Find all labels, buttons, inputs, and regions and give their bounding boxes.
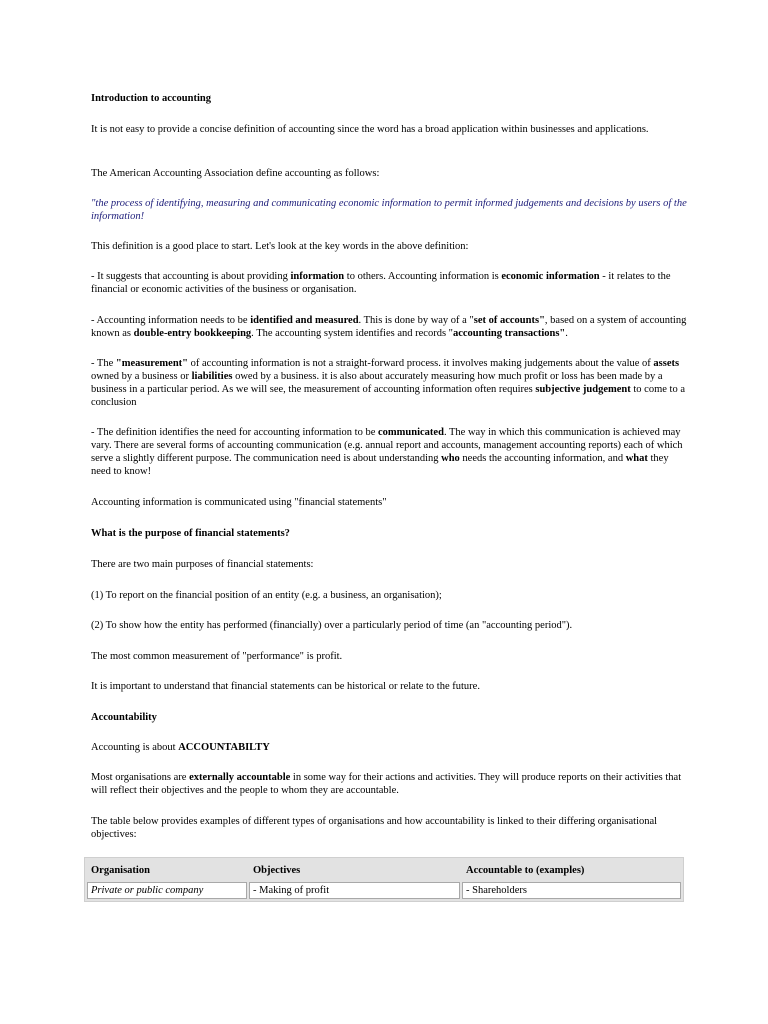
definition-paragraph: This definition is a good place to start. Let's look at the key words in the above definition: [91,241,469,252]
table-cell-accountable-to: - Shareholders [462,882,681,899]
performance-paragraph: The most common measurement of "performance" is profit. [91,651,343,662]
financial-statements-paragraph: Accounting information is communicated using "financial statements" [91,497,387,508]
intro-paragraph: It is not easy to provide a concise definition of accounting since the word has a broad application within businesses and applications. [91,124,649,135]
intro-heading: Introduction to accounting [91,93,211,104]
accountability-heading: Accountability [91,712,157,723]
bullet-identified: - Accounting information needs to be identified and measured. This is done by way of a "set of accounts", based on a system of accounting known as double-entry bookkeeping. The accounting system identifies and records "accounting transactions". [91,315,687,339]
purpose-item-1: (1) To report on the financial position of an entity (e.g. a business, an organisation); [91,590,442,601]
column-header-organisation: Organisation [87,860,247,880]
accountability-paragraph: Accounting is about ACCOUNTABILTY [91,742,270,753]
organisations-table [84,857,684,902]
table-header-row [87,860,681,880]
purpose-heading: What is the purpose of financial statements? [91,528,290,539]
bullet-information: - It suggests that accounting is about providing information to others. Accounting information is economic information - it relates to the financial or economic activities of the business or organisation. [91,271,671,295]
externally-accountable-paragraph: Most organisations are externally accountable in some way for their actions and activities. They will produce reports on their activities that will reflect their objectives and the people to whom they are accountable. [91,772,682,796]
column-header-accountable-to: Accountable to (examples) [462,860,681,880]
table-row [87,882,681,899]
purpose-item-2: (2) To show how the entity has performed (financially) over a particularly period of time (an "accounting period"). [91,620,573,631]
bullet-measurement: - The "measurement" of accounting information is not a straight-forward process. it involves making judgements about the value of assets owned by a business or liabilities owed by a business. it is also about accurately measuring how much profit or loss has been made by a business in a particular period. As we will see, the measurement of accounting information often requires subjective judgement to come to a conclusion [91,358,685,408]
bullet-communicated: - The definition identifies the need for accounting information to be communicated. The way in which this communication is achieved may vary. There are several forms of accounting communication (e.g. annual report and accounts, management accounting reports) each of which serve a slightly different purpose. The communication need is about understanding who needs the accounting information, and what they need to know! [91,427,683,477]
definition-quote: "the process of identifying, measuring and communicating economic information to permit informed judgements and decisions by users of the information! [91,198,687,222]
table-cell-organisation: Private or public company [87,882,247,899]
table-intro-paragraph: The table below provides examples of different types of organisations and how accountability is linked to their differing organisational objectives: [91,816,658,840]
column-header-objectives: Objectives [249,860,460,880]
purpose-intro: There are two main purposes of financial statements: [91,559,314,570]
aaa-paragraph: The American Accounting Association define accounting as follows: [91,168,380,179]
table-cell-objectives: - Making of profit [249,882,460,899]
historical-paragraph: It is important to understand that financial statements can be historical or relate to the future. [91,681,480,692]
